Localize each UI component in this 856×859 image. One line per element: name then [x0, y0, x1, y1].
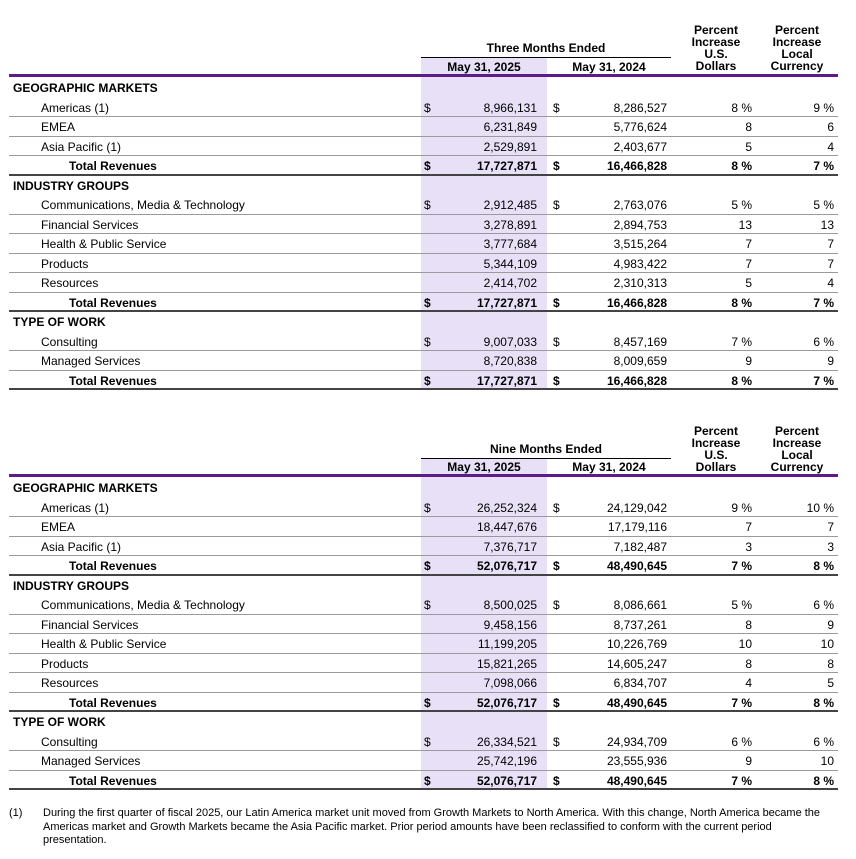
period-title: Three Months Ended [486, 41, 606, 55]
hdr-line: Dollars [695, 460, 737, 474]
value-2024: 2,310,313 [613, 276, 667, 290]
pct-local: 4 [827, 276, 834, 290]
row-label: Consulting [41, 334, 98, 349]
value-2025: 18,447,676 [476, 520, 537, 534]
table-row [9, 234, 838, 254]
hdr-line: Increase [772, 436, 822, 450]
row-label: Total Revenues [69, 159, 157, 173]
value-2024: 16,466,828 [606, 159, 667, 173]
row-label: Americas (1) [41, 500, 110, 515]
value-2025: 11,199,205 [477, 637, 537, 651]
pct-usd: 7 % [731, 695, 752, 710]
pct-local: 5 [827, 676, 834, 690]
hdr-line: Percent [774, 23, 820, 37]
dollar-sign: $ [553, 334, 560, 349]
pct-local: 7 % [813, 159, 834, 173]
value-2025: 7,098,066 [483, 676, 537, 690]
header-rule [421, 458, 671, 459]
section-header [9, 312, 838, 332]
row-label: TYPE OF WORK [13, 715, 106, 729]
value-2025: 15,821,265 [476, 656, 537, 671]
value-2024: 8,457,169 [613, 334, 667, 349]
row-label: Resources [41, 276, 99, 290]
header-rule [421, 57, 671, 58]
row-label: EMEA [41, 520, 76, 534]
pct-local: 8 [827, 656, 834, 671]
table-row [9, 517, 838, 537]
total-row [9, 371, 838, 391]
col-header-pct-local [765, 24, 829, 72]
pct-usd: 7 % [731, 559, 752, 573]
value-2025: 8,500,025 [483, 598, 537, 612]
value-2024: 2,403,677 [613, 139, 667, 154]
pct-usd: 7 [745, 256, 752, 271]
value-2024: 2,894,753 [613, 217, 667, 232]
pct-usd: 5 % [731, 198, 752, 212]
table-row [9, 215, 838, 235]
dollar-sign: $ [424, 500, 431, 515]
header-divider [9, 474, 838, 477]
value-2025: 52,076,717 [476, 695, 537, 710]
value-2025: 7,376,717 [483, 539, 537, 554]
pct-local: 6 % [813, 334, 834, 349]
table-row [9, 673, 838, 693]
table-row [9, 195, 838, 215]
pct-local: 8 % [813, 695, 834, 710]
pct-local: 8 % [813, 773, 834, 788]
pct-usd: 7 % [731, 773, 752, 788]
footnote-mark: (1) [9, 807, 23, 819]
row-label: Financial Services [41, 617, 139, 632]
col-header-pct-usd [685, 425, 747, 473]
row-label: Consulting [41, 734, 98, 749]
dollar-sign: $ [553, 100, 560, 115]
row-label: Communications, Media & Technology [41, 598, 245, 612]
row-label: Managed Services [41, 754, 141, 768]
pct-usd: 5 % [731, 598, 752, 612]
row-label: Communications, Media & Technology [41, 198, 245, 212]
table-row [9, 98, 838, 118]
pct-usd: 5 [745, 139, 752, 154]
row-label: TYPE OF WORK [13, 315, 106, 329]
table-row [9, 351, 838, 371]
pct-usd: 7 % [731, 334, 752, 349]
row-label: Resources [41, 676, 99, 690]
row-label: GEOGRAPHIC MARKETS [13, 481, 158, 495]
pct-local: 7 [827, 237, 834, 251]
value-2025: 9,007,033 [483, 334, 537, 349]
table-row [9, 615, 838, 635]
hdr-line: Increase [772, 35, 822, 49]
hdr-line: U.S. [704, 448, 728, 462]
dollar-sign: $ [553, 559, 560, 573]
table-row [9, 595, 838, 615]
value-2025: 5,344,109 [483, 256, 537, 271]
value-2025: 52,076,717 [476, 773, 537, 788]
hdr-line: Increase [691, 35, 741, 49]
pct-local: 9 % [813, 100, 834, 115]
dollar-sign: $ [424, 373, 431, 388]
value-2024: 48,490,645 [606, 559, 667, 573]
row-label: Total Revenues [69, 695, 157, 710]
row-label: Managed Services [41, 354, 141, 368]
table-row [9, 654, 838, 674]
dollar-sign: $ [553, 598, 560, 612]
value-2025: 3,278,891 [483, 217, 537, 232]
table-row [9, 751, 838, 771]
pct-local: 9 [827, 617, 834, 632]
pct-local: 6 % [813, 598, 834, 612]
hdr-line: Percent [693, 424, 739, 438]
pct-usd: 8 % [731, 100, 752, 115]
pct-usd: 9 % [731, 500, 752, 515]
footnote-text: During the first quarter of fiscal 2025, our Latin America market unit moved from Growth Markets to North America. With this change, North America became the Americas market and Growth Markets became the Asia Pacific market. Prior period amounts have been reclassified to conform with the current period presentation. [43, 807, 821, 846]
table-row [9, 117, 838, 137]
pct-local: 6 % [813, 734, 834, 749]
col-header-pct-usd [685, 24, 747, 72]
col-header-2025: May 31, 2025 [447, 460, 521, 474]
total-row [9, 156, 838, 176]
pct-usd: 8 [745, 656, 752, 671]
row-label: Total Revenues [69, 773, 157, 788]
value-2025: 17,727,871 [476, 159, 537, 173]
pct-usd: 10 [738, 637, 752, 651]
value-2025: 52,076,717 [476, 559, 537, 573]
value-2025: 26,334,521 [476, 734, 537, 749]
value-2025: 2,414,702 [483, 276, 537, 290]
total-row [9, 293, 838, 313]
hdr-line: Percent [774, 424, 820, 438]
value-2024: 23,555,936 [606, 754, 667, 768]
row-label: Asia Pacific (1) [41, 539, 122, 554]
value-2025: 9,458,156 [483, 617, 537, 632]
row-label: Products [41, 656, 89, 671]
pct-usd: 8 % [731, 295, 752, 310]
value-2025: 6,231,849 [483, 120, 537, 134]
row-label: INDUSTRY GROUPS [13, 578, 130, 593]
value-2024: 24,934,709 [606, 734, 667, 749]
value-2025: 2,529,891 [483, 139, 537, 154]
section-header [9, 176, 838, 196]
dollar-sign: $ [424, 773, 431, 788]
value-2024: 24,129,042 [606, 500, 667, 515]
dollar-sign: $ [424, 159, 431, 173]
value-2025: 25,742,196 [476, 754, 537, 768]
dollar-sign: $ [553, 198, 560, 212]
dollar-sign: $ [553, 695, 560, 710]
table-row [9, 332, 838, 352]
dollar-sign: $ [424, 100, 431, 115]
value-2024: 8,286,527 [613, 100, 667, 115]
row-label: EMEA [41, 120, 76, 134]
value-2024: 48,490,645 [606, 695, 667, 710]
value-2024: 4,983,422 [613, 256, 667, 271]
row-label: GEOGRAPHIC MARKETS [13, 81, 158, 95]
row-label: Total Revenues [69, 373, 157, 388]
dollar-sign: $ [424, 734, 431, 749]
total-row [9, 771, 838, 791]
pct-usd: 3 [745, 539, 752, 554]
pct-local: 6 [827, 120, 834, 134]
hdr-line: Dollars [695, 59, 737, 73]
value-2025: 8,720,838 [483, 354, 537, 368]
hdr-line: Local [781, 47, 813, 61]
row-label: Americas (1) [41, 100, 110, 115]
pct-usd: 13 [738, 217, 752, 232]
value-2024: 8,737,261 [613, 617, 667, 632]
hdr-line: U.S. [704, 47, 728, 61]
pct-usd: 7 [745, 237, 752, 251]
pct-usd: 8 [745, 617, 752, 632]
pct-local: 7 % [813, 295, 834, 310]
hdr-line: Currency [770, 460, 824, 474]
period-title: Nine Months Ended [490, 442, 602, 456]
dollar-sign: $ [424, 598, 431, 612]
value-2024: 3,515,264 [613, 237, 667, 251]
row-label: Asia Pacific (1) [41, 139, 122, 154]
hdr-line: Local [781, 448, 813, 462]
value-2024: 16,466,828 [606, 295, 667, 310]
value-2024: 16,466,828 [606, 373, 667, 388]
pct-local: 9 [827, 354, 834, 368]
value-2024: 10,226,769 [606, 637, 667, 651]
pct-usd: 5 [745, 276, 752, 290]
hdr-line: Percent [693, 23, 739, 37]
value-2024: 5,776,624 [613, 120, 667, 134]
value-2025: 8,966,131 [483, 100, 537, 115]
dollar-sign: $ [553, 295, 560, 310]
value-2024: 14,605,247 [606, 656, 667, 671]
dollar-sign: $ [424, 295, 431, 310]
dollar-sign: $ [424, 198, 431, 212]
pct-local: 10 % [806, 500, 834, 515]
pct-usd: 4 [745, 676, 752, 690]
table-row [9, 732, 838, 752]
pct-local: 10 [820, 754, 834, 768]
pct-local: 8 % [813, 559, 834, 573]
pct-local: 4 [827, 139, 834, 154]
value-2025: 2,912,485 [483, 198, 537, 212]
hdr-line: Increase [691, 436, 741, 450]
value-2024: 48,490,645 [606, 773, 667, 788]
pct-local: 13 [820, 217, 834, 232]
row-label: Financial Services [41, 217, 139, 232]
value-2024: 6,834,707 [613, 676, 667, 690]
table-row [9, 634, 838, 654]
value-2024: 2,763,076 [613, 198, 667, 212]
dollar-sign: $ [553, 500, 560, 515]
header-divider [9, 74, 838, 77]
pct-usd: 7 [745, 520, 752, 534]
table-row [9, 273, 838, 293]
col-header-2024: May 31, 2024 [572, 460, 646, 474]
pct-usd: 9 [745, 354, 752, 368]
section-header [9, 576, 838, 596]
value-2024: 8,086,661 [613, 598, 667, 612]
section-header [9, 78, 838, 98]
dollar-sign: $ [553, 159, 560, 173]
table-row [9, 537, 838, 557]
dollar-sign: $ [424, 334, 431, 349]
value-2025: 17,727,871 [476, 295, 537, 310]
dollar-sign: $ [553, 373, 560, 388]
row-label: Health & Public Service [41, 637, 167, 651]
value-2024: 8,009,659 [613, 354, 667, 368]
value-2024: 7,182,487 [613, 539, 667, 554]
pct-local: 7 [827, 256, 834, 271]
table-row [9, 498, 838, 518]
section-header [9, 712, 838, 732]
dollar-sign: $ [424, 559, 431, 573]
pct-local: 7 % [813, 373, 834, 388]
value-2024: 17,179,116 [607, 520, 667, 534]
value-2025: 3,777,684 [483, 237, 537, 251]
col-header-2025: May 31, 2025 [447, 60, 521, 74]
pct-local: 3 [827, 539, 834, 554]
col-header-2024: May 31, 2024 [572, 60, 646, 74]
pct-usd: 8 % [731, 159, 752, 173]
pct-usd: 8 % [731, 373, 752, 388]
pct-usd: 8 [745, 120, 752, 134]
pct-usd: 6 % [731, 734, 752, 749]
row-label: INDUSTRY GROUPS [13, 178, 130, 193]
total-row [9, 556, 838, 576]
total-row [9, 693, 838, 713]
dollar-sign: $ [553, 734, 560, 749]
table-row [9, 254, 838, 274]
hdr-line: Currency [770, 59, 824, 73]
row-label: Total Revenues [69, 559, 157, 573]
pct-local: 7 [827, 520, 834, 534]
value-2025: 26,252,324 [476, 500, 537, 515]
dollar-sign: $ [424, 695, 431, 710]
row-label: Health & Public Service [41, 237, 167, 251]
pct-usd: 9 [745, 754, 752, 768]
pct-local: 10 [820, 637, 834, 651]
col-header-pct-local [765, 425, 829, 473]
row-label: Products [41, 256, 89, 271]
table-row [9, 137, 838, 157]
row-label: Total Revenues [69, 295, 157, 310]
value-2025: 17,727,871 [476, 373, 537, 388]
dollar-sign: $ [553, 773, 560, 788]
section-header [9, 478, 838, 498]
pct-local: 5 % [813, 198, 834, 212]
